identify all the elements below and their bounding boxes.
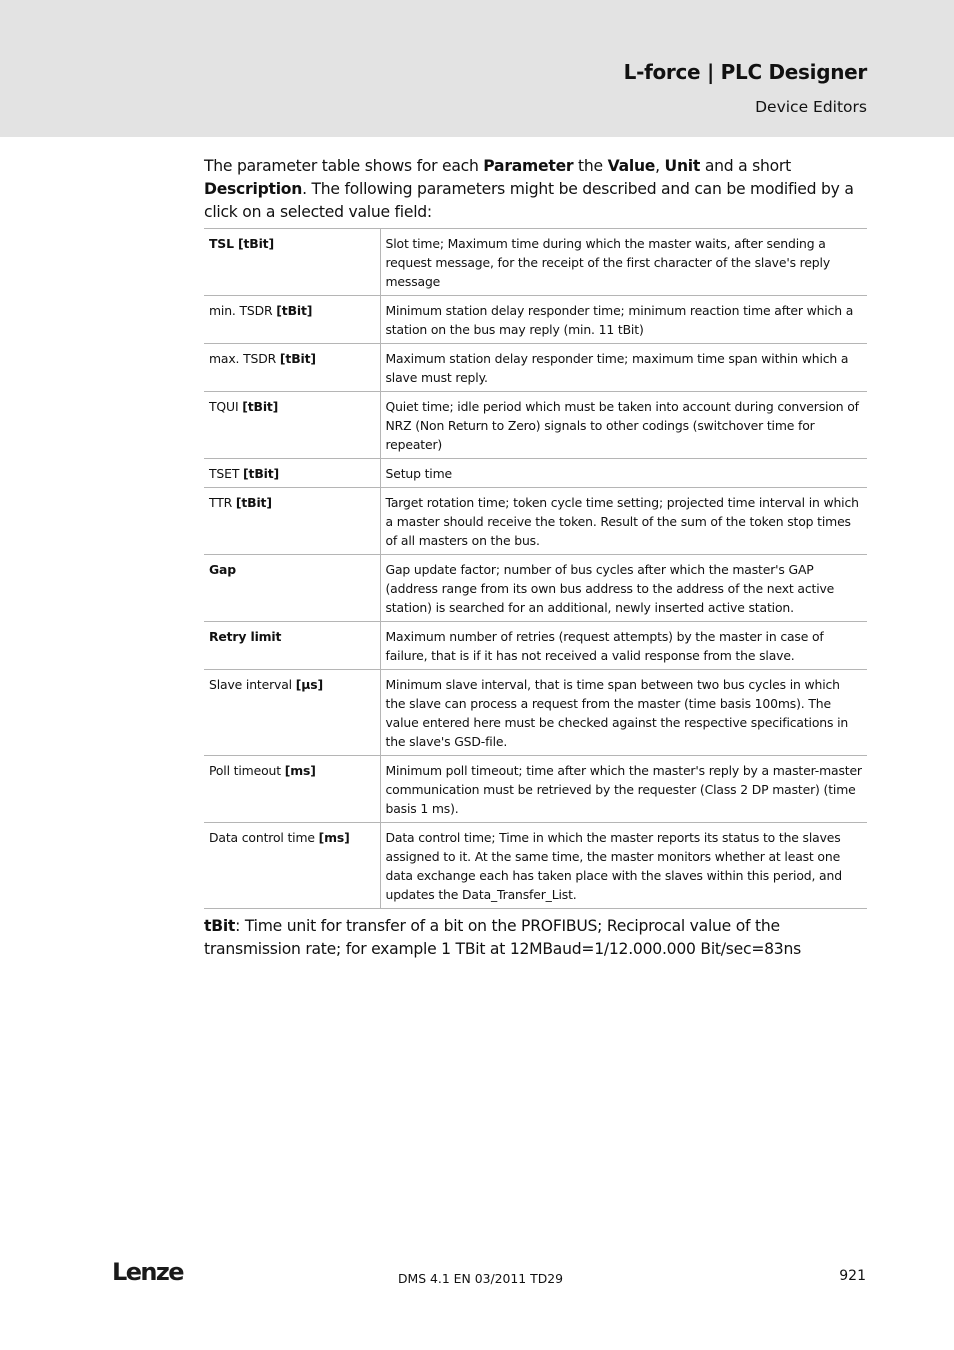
intro-term-description: Description bbox=[204, 180, 303, 198]
footnote-term: tBit bbox=[204, 917, 236, 935]
parameter-name-cell bbox=[204, 229, 380, 296]
parameter-table bbox=[204, 228, 867, 909]
parameter-description: Target rotation time; token cycle time setting; projected time interval in which a master should receive the token. Result of the sum of the token stop times of all masters on the bus. bbox=[385, 495, 859, 548]
parameter-description: Minimum poll timeout; time after which the master's reply by a master-master communication must be retrieved by the requester (Class 2 DP master) (time basis 1 ms). bbox=[385, 763, 862, 816]
parameter-table-body bbox=[204, 229, 867, 909]
parameter-description: Setup time bbox=[385, 466, 452, 481]
parameter-description: Quiet time; idle period which must be taken into account during conversion of NRZ (Non Return to Zero) signals to other codings (switchover time for repeater) bbox=[385, 399, 859, 452]
parameter-name-cell bbox=[204, 296, 380, 344]
parameter-unit: [tBit] bbox=[235, 495, 272, 510]
parameter-name: Data control time bbox=[209, 830, 319, 845]
parameter-description: Data control time; Time in which the master reports its status to the slaves assigned to it. At the same time, the master monitors whether at least one data exchange each has taken place with the slaves within this period, and updates the Data_Transfer_List. bbox=[385, 830, 842, 902]
parameter-name-cell bbox=[204, 392, 380, 459]
table-row bbox=[204, 756, 867, 823]
parameter-name-cell bbox=[204, 344, 380, 392]
parameter-unit: [µs] bbox=[295, 677, 323, 692]
table-row bbox=[204, 670, 867, 756]
parameter-name-cell bbox=[204, 756, 380, 823]
parameter-description: Minimum station delay responder time; minimum reaction time after which a station on the bus may reply (min. 11 tBit) bbox=[385, 303, 854, 337]
footnote bbox=[204, 915, 874, 961]
intro-text: . The following parameters might be described and can be modified by a click on a selected value field: bbox=[204, 180, 854, 221]
parameter-unit: [ms] bbox=[284, 763, 316, 778]
parameter-description: Maximum number of retries (request attempts) by the master in case of failure, that is if it has not received a valid response from the slave. bbox=[385, 629, 824, 663]
parameter-name-cell bbox=[204, 488, 380, 555]
footer-document-id: DMS 4.1 EN 03/2011 TD29 bbox=[398, 1271, 564, 1286]
parameter-name: TTR bbox=[209, 495, 236, 510]
parameter-name: TSET bbox=[209, 466, 244, 481]
parameter-name: min. TSDR bbox=[209, 303, 277, 318]
header-subtitle: Device Editors bbox=[755, 98, 867, 116]
intro-term-parameter: Parameter bbox=[483, 157, 574, 175]
parameter-name: TSL bbox=[209, 236, 238, 251]
parameter-unit: [tBit] bbox=[276, 303, 313, 318]
parameter-description: Slot time; Maximum time during which the master waits, after sending a request message, for the receipt of the first character of the slave's reply message bbox=[385, 236, 831, 289]
lenze-logo-text: Lenze bbox=[112, 1258, 183, 1286]
table-row bbox=[204, 622, 867, 670]
intro-text: the bbox=[573, 157, 608, 175]
table-row bbox=[204, 344, 867, 392]
table-row bbox=[204, 488, 867, 555]
table-row bbox=[204, 459, 867, 488]
parameter-unit: [ms] bbox=[318, 830, 350, 845]
parameter-name: Retry limit bbox=[209, 629, 282, 644]
parameter-unit: [tBit] bbox=[242, 399, 279, 414]
table-row bbox=[204, 823, 867, 909]
table-row bbox=[204, 296, 867, 344]
intro-text: and a short bbox=[700, 157, 791, 175]
parameter-name: Slave interval bbox=[209, 677, 296, 692]
header-title: L-force | PLC Designer bbox=[623, 60, 867, 84]
parameter-unit: [tBit] bbox=[243, 466, 279, 481]
parameter-name: Gap bbox=[209, 562, 236, 577]
table-row bbox=[204, 392, 867, 459]
intro-term-unit: Unit bbox=[664, 157, 701, 175]
intro-term-value: Value bbox=[607, 157, 656, 175]
parameter-name: max. TSDR bbox=[209, 351, 280, 366]
parameter-unit: [tBit] bbox=[279, 351, 316, 366]
page-header bbox=[0, 0, 954, 137]
parameter-name-cell bbox=[204, 622, 380, 670]
lenze-logo bbox=[112, 1258, 192, 1286]
footnote-text: : Time unit for transfer of a bit on the PROFIBUS; Reciprocal value of the transmission rate; for example 1 TBit at 12MBaud=1/12.000.000 Bit/sec=83ns bbox=[204, 917, 801, 958]
parameter-name-cell bbox=[204, 459, 380, 488]
parameter-description: Maximum station delay responder time; maximum time span within which a slave must reply. bbox=[385, 351, 849, 385]
intro-text: , bbox=[655, 157, 665, 175]
table-row bbox=[204, 229, 867, 296]
parameter-name: Poll timeout bbox=[209, 763, 285, 778]
table-row bbox=[204, 555, 867, 622]
parameter-name: TQUI bbox=[209, 399, 243, 414]
parameter-name-cell bbox=[204, 555, 380, 622]
parameter-description: Minimum slave interval, that is time span between two bus cycles in which the slave can process a request from the master (time basis 100ms). The value entered here must be checked against the respective specifications in the slave's GSD-file. bbox=[385, 677, 849, 749]
parameter-description: Gap update factor; number of bus cycles after which the master's GAP (address range from its own bus address to the address of the next active station) is searched for an additional, newly inserted active station. bbox=[385, 562, 835, 615]
intro-text: The parameter table shows for each bbox=[204, 157, 484, 175]
parameter-name-cell bbox=[204, 823, 380, 909]
intro-paragraph bbox=[204, 155, 874, 224]
page-number: 921 bbox=[839, 1268, 866, 1284]
parameter-name-cell bbox=[204, 670, 380, 756]
parameter-unit: [tBit] bbox=[238, 236, 274, 251]
